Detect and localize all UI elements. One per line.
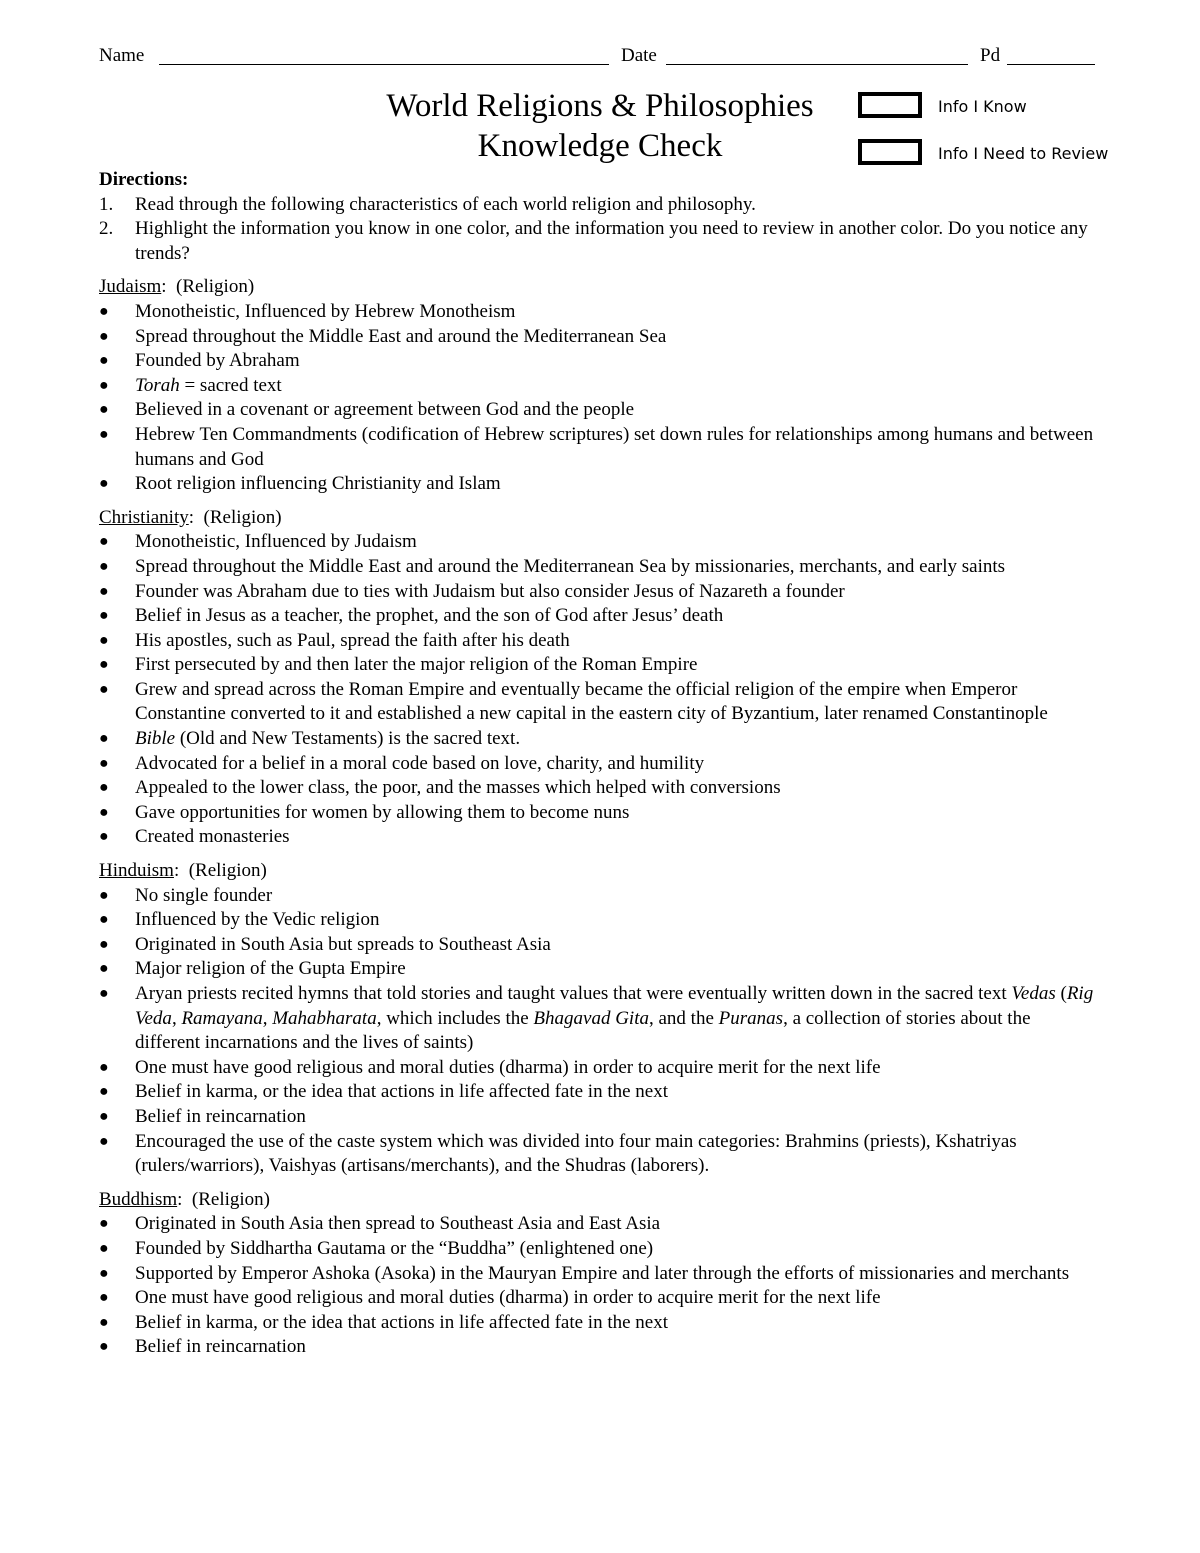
item-text: Believed in a covenant or agreement between God and the people xyxy=(135,399,635,421)
bullet-icon: ● xyxy=(99,779,109,797)
list-item xyxy=(99,555,1099,580)
list-item xyxy=(99,884,1099,909)
item-text: Gave opportunities for women by allowing them to become nuns xyxy=(135,801,630,823)
list-item xyxy=(99,530,1099,555)
pd-field[interactable] xyxy=(1007,64,1095,65)
item-text: Originated in South Asia but spreads to Southeast Asia xyxy=(135,933,551,955)
section-type: : (Religion) xyxy=(161,276,255,298)
list-item xyxy=(99,727,1099,752)
step-number: 1. xyxy=(99,193,114,215)
item-text: First persecuted by and then later the major religion of the Roman Empire xyxy=(135,654,698,676)
title-line-1: World Religions & Philosophies xyxy=(386,88,814,124)
bullet-icon: ● xyxy=(99,680,109,698)
item-text: Advocated for a belief in a moral code based on love, charity, and humility xyxy=(135,752,705,774)
list-item xyxy=(99,629,1099,654)
directions-heading: Directions: xyxy=(99,169,189,190)
date-field[interactable] xyxy=(666,64,968,65)
list-item xyxy=(99,1286,1099,1311)
bullet-icon: ● xyxy=(99,631,109,649)
section-name: Christianity xyxy=(99,506,189,528)
section-type: : (Religion) xyxy=(188,506,282,528)
item-text: Belief in Jesus as a teacher, the prophet, and the son of God after Jesus’ death xyxy=(135,605,724,627)
bullet-icon: ● xyxy=(99,425,109,443)
list-item xyxy=(99,825,1099,850)
item-text: His apostles, such as Paul, spread the faith after his death xyxy=(135,629,570,651)
legend-know-box xyxy=(858,92,922,118)
item-text: Founder was Abraham due to ties with Judaism but also consider Jesus of Nazareth a founder xyxy=(135,580,845,602)
list-item xyxy=(99,1056,1099,1081)
bullet-icon: ● xyxy=(99,533,109,551)
bullet-icon: ● xyxy=(99,656,109,674)
item-text: Encouraged the use of the caste system which was divided into four main categories: Brahmins (priests), Kshatriyas (rulers/warriors), Vaishyas (artisans/merchants), and the Shudras (laborers). xyxy=(135,1130,1017,1177)
bullet-icon: ● xyxy=(99,1289,109,1307)
step-text: Read through the following characteristics of each world religion and philosophy. xyxy=(135,193,756,215)
item-text: Appealed to the lower class, the poor, and the masses which helped with conversions xyxy=(135,777,781,799)
item-text: Belief in karma, or the idea that actions in life affected fate in the next xyxy=(135,1311,669,1333)
section-heading xyxy=(99,275,1099,300)
list-item xyxy=(99,423,1099,472)
list-item xyxy=(99,1130,1099,1179)
section-item-list xyxy=(99,1212,1099,1360)
list-item xyxy=(99,1080,1099,1105)
step-text: Highlight the information you know in one color, and the information you need to review in another color. Do you notice any trends? xyxy=(135,218,1088,264)
bullet-icon: ● xyxy=(99,582,109,600)
list-item xyxy=(99,801,1099,826)
list-item xyxy=(99,678,1099,727)
section-item-list xyxy=(99,530,1099,850)
list-item xyxy=(99,957,1099,982)
list-item xyxy=(99,1335,1099,1360)
worksheet-body xyxy=(99,168,1099,1360)
bullet-icon: ● xyxy=(99,730,109,748)
bullet-icon: ● xyxy=(99,935,109,953)
list-item xyxy=(99,1105,1099,1130)
bullet-icon: ● xyxy=(99,475,109,493)
list-item xyxy=(99,604,1099,629)
list-item xyxy=(99,982,1099,1056)
religion-sections xyxy=(99,275,1099,1360)
list-item xyxy=(99,1212,1099,1237)
bullet-icon: ● xyxy=(99,1264,109,1282)
item-text: Bible (Old and New Testaments) is the sacred text. xyxy=(135,728,521,750)
bullet-icon: ● xyxy=(99,1083,109,1101)
list-item xyxy=(99,472,1099,497)
bullet-icon: ● xyxy=(99,754,109,772)
list-item xyxy=(99,752,1099,777)
item-text: One must have good religious and moral duties (dharma) in order to acquire merit for the next life xyxy=(135,1056,881,1078)
list-item xyxy=(99,1311,1099,1336)
item-text: Supported by Emperor Ashoka (Asoka) in the Mauryan Empire and later through the efforts of missionaries and merchants xyxy=(135,1262,1070,1284)
bullet-icon: ● xyxy=(99,960,109,978)
bullet-icon: ● xyxy=(99,401,109,419)
bullet-icon: ● xyxy=(99,607,109,625)
list-item xyxy=(99,653,1099,678)
bullet-icon: ● xyxy=(99,557,109,575)
section-buddhism xyxy=(99,1188,1099,1360)
bullet-icon: ● xyxy=(99,911,109,929)
list-item xyxy=(99,908,1099,933)
item-text: Created monasteries xyxy=(135,826,290,848)
bullet-icon: ● xyxy=(99,886,109,904)
legend-review-label: Info I Need to Review xyxy=(938,144,1109,163)
page-title xyxy=(330,86,870,166)
section-item-list xyxy=(99,884,1099,1179)
item-text: Belief in reincarnation xyxy=(135,1336,306,1358)
header-fields xyxy=(99,44,1095,70)
item-text: Founded by Siddhartha Gautama or the “Buddha” (enlightened one) xyxy=(135,1237,654,1259)
section-heading xyxy=(99,506,1099,531)
bullet-icon: ● xyxy=(99,803,109,821)
name-label: Name xyxy=(99,45,145,66)
item-text: Influenced by the Vedic religion xyxy=(135,909,380,931)
item-text: Monotheistic, Influenced by Judaism xyxy=(135,531,417,553)
bullet-icon: ● xyxy=(99,1058,109,1076)
item-text: One must have good religious and moral duties (dharma) in order to acquire merit for the next life xyxy=(135,1287,881,1309)
bullet-icon: ● xyxy=(99,1132,109,1150)
section-name: Judaism xyxy=(99,276,162,298)
item-text: Aryan priests recited hymns that told stories and taught values that were eventually written down in the sacred text Vedas (Rig Veda, Ramayana, Mahabharata, which includes the Bhagavad Gita, and the Puranas, a collection of stories about the different incarnations and the lives of saints) xyxy=(135,983,1094,1054)
list-item xyxy=(99,1237,1099,1262)
list-item xyxy=(99,933,1099,958)
item-text: Root religion influencing Christianity and Islam xyxy=(135,473,501,495)
direction-step xyxy=(99,217,1099,266)
list-item xyxy=(99,325,1099,350)
list-item xyxy=(99,374,1099,399)
item-text: Torah = sacred text xyxy=(135,374,282,396)
title-line-2: Knowledge Check xyxy=(477,128,723,164)
bullet-icon: ● xyxy=(99,376,109,394)
section-type: : (Religion) xyxy=(173,860,267,882)
pd-label: Pd xyxy=(980,45,1001,66)
item-text: Spread throughout the Middle East and around the Mediterranean Sea xyxy=(135,325,667,347)
directions-list xyxy=(99,193,1099,267)
item-text: Hebrew Ten Commandments (codification of Hebrew scriptures) set down rules for relationships among humans and between humans and God xyxy=(135,423,1094,470)
list-item xyxy=(99,398,1099,423)
item-text: Major religion of the Gupta Empire xyxy=(135,958,406,980)
bullet-icon: ● xyxy=(99,985,109,1002)
section-type: : (Religion) xyxy=(177,1188,271,1210)
legend-know-label: Info I Know xyxy=(938,97,1027,116)
item-text: Belief in karma, or the idea that actions in life affected fate in the next xyxy=(135,1081,669,1103)
list-item xyxy=(99,349,1099,374)
bullet-icon: ● xyxy=(99,1313,109,1331)
bullet-icon: ● xyxy=(99,327,109,345)
section-heading xyxy=(99,1188,1099,1213)
item-text: Belief in reincarnation xyxy=(135,1105,306,1127)
section-hinduism xyxy=(99,859,1099,1179)
list-item xyxy=(99,580,1099,605)
step-number: 2. xyxy=(99,218,114,240)
section-heading xyxy=(99,859,1099,884)
item-text: No single founder xyxy=(135,884,273,906)
bullet-icon: ● xyxy=(99,302,109,320)
section-name: Hinduism xyxy=(99,860,174,882)
bullet-icon: ● xyxy=(99,1338,109,1356)
legend-review-box xyxy=(858,139,922,165)
item-text: Founded by Abraham xyxy=(135,350,300,372)
item-text: Monotheistic, Influenced by Hebrew Monotheism xyxy=(135,300,516,322)
item-text: Originated in South Asia then spread to Southeast Asia and East Asia xyxy=(135,1213,661,1235)
bullet-icon: ● xyxy=(99,1107,109,1125)
direction-step xyxy=(99,193,1099,218)
name-field[interactable] xyxy=(159,64,609,65)
section-judaism xyxy=(99,275,1099,496)
list-item xyxy=(99,776,1099,801)
list-item xyxy=(99,1262,1099,1287)
item-text: Grew and spread across the Roman Empire and eventually became the official religion of the empire when Emperor Constantine converted to it and established a new capital in the eastern city of Byzantium, later renamed Constantinople xyxy=(135,678,1048,725)
date-label: Date xyxy=(621,45,657,66)
section-name: Buddhism xyxy=(99,1188,178,1210)
bullet-icon: ● xyxy=(99,352,109,370)
section-christianity xyxy=(99,506,1099,850)
section-item-list xyxy=(99,300,1099,497)
bullet-icon: ● xyxy=(99,1215,109,1233)
list-item xyxy=(99,300,1099,325)
bullet-icon: ● xyxy=(99,1239,109,1257)
item-text: Spread throughout the Middle East and around the Mediterranean Sea by missionaries, merchants, and early saints xyxy=(135,555,1006,577)
bullet-icon: ● xyxy=(99,828,109,846)
